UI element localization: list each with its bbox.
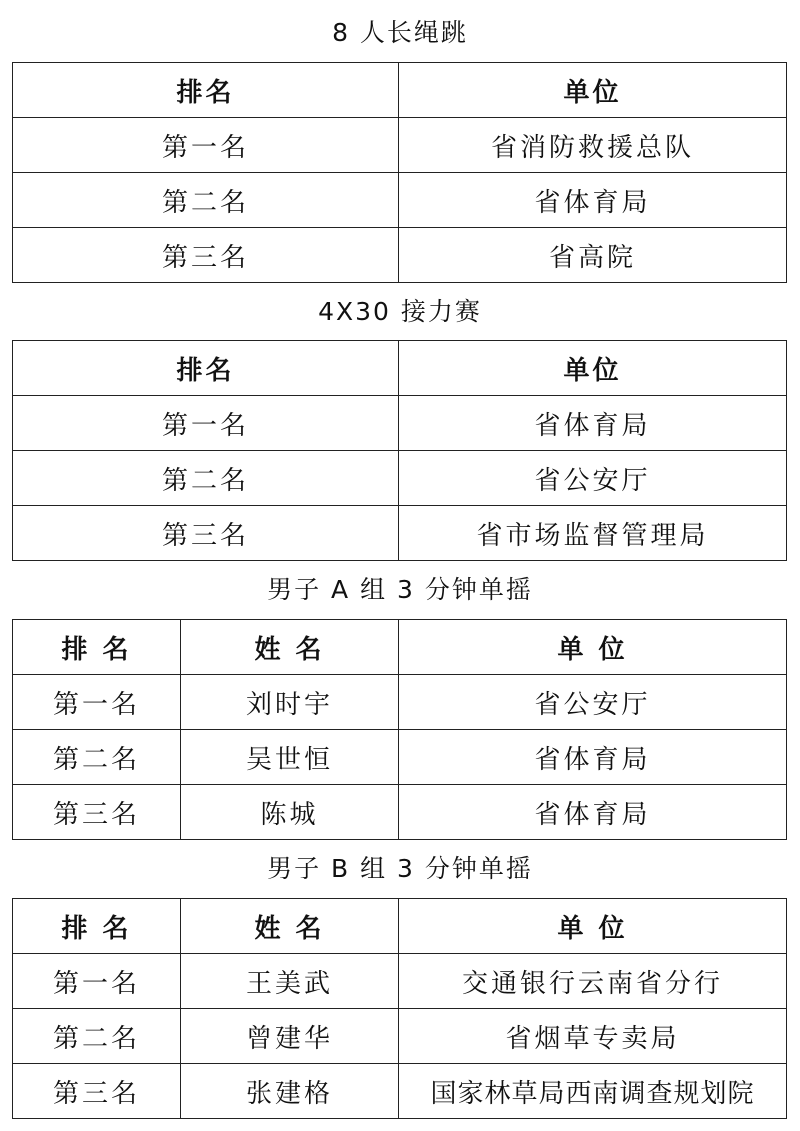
header-rank: 排名 bbox=[13, 341, 399, 396]
table-header-row bbox=[13, 620, 787, 675]
table-header-row bbox=[13, 63, 787, 118]
name-cell: 吴世恒 bbox=[181, 730, 399, 785]
results-table-men-b bbox=[12, 898, 787, 1119]
name-cell: 刘时宇 bbox=[181, 675, 399, 730]
table-row bbox=[13, 173, 787, 228]
table-row bbox=[13, 118, 787, 173]
unit-cell: 省公安厅 bbox=[399, 451, 787, 506]
rank-cell: 第一名 bbox=[13, 954, 181, 1009]
unit-cell: 国家林草局西南调查规划院 bbox=[399, 1064, 787, 1119]
table-row bbox=[13, 730, 787, 785]
unit-cell: 省体育局 bbox=[399, 730, 787, 785]
rank-cell: 第三名 bbox=[13, 1064, 181, 1119]
unit-cell: 省体育局 bbox=[399, 173, 787, 228]
table-row bbox=[13, 396, 787, 451]
table-row bbox=[13, 228, 787, 283]
header-rank: 排 名 bbox=[13, 620, 181, 675]
table-row bbox=[13, 954, 787, 1009]
rank-cell: 第三名 bbox=[13, 228, 399, 283]
rank-cell: 第二名 bbox=[13, 451, 399, 506]
results-table-men-a bbox=[12, 619, 787, 840]
header-unit: 单 位 bbox=[399, 899, 787, 954]
rank-cell: 第二名 bbox=[13, 173, 399, 228]
unit-cell: 省体育局 bbox=[399, 785, 787, 840]
table-header-row bbox=[13, 899, 787, 954]
unit-cell: 省高院 bbox=[399, 228, 787, 283]
unit-cell: 省体育局 bbox=[399, 396, 787, 451]
rank-cell: 第一名 bbox=[13, 396, 399, 451]
header-name: 姓 名 bbox=[181, 620, 399, 675]
rank-cell: 第一名 bbox=[13, 118, 399, 173]
header-unit: 单位 bbox=[399, 63, 787, 118]
header-unit: 单 位 bbox=[399, 620, 787, 675]
section-title-long-rope: 8 人长绳跳 bbox=[332, 18, 468, 47]
table-row bbox=[13, 451, 787, 506]
section-title-relay: 4X30 接力赛 bbox=[318, 297, 482, 326]
table-header-row bbox=[13, 341, 787, 396]
table-row bbox=[13, 506, 787, 561]
header-rank: 排名 bbox=[13, 63, 399, 118]
rank-cell: 第三名 bbox=[13, 506, 399, 561]
header-name: 姓 名 bbox=[181, 899, 399, 954]
results-table-long-rope bbox=[12, 62, 787, 283]
unit-cell: 交通银行云南省分行 bbox=[399, 954, 787, 1009]
header-unit: 单位 bbox=[399, 341, 787, 396]
name-cell: 曾建华 bbox=[181, 1009, 399, 1064]
table-row bbox=[13, 785, 787, 840]
section-title-men-a: 男子 A 组 3 分钟单摇 bbox=[267, 575, 533, 604]
name-cell: 王美武 bbox=[181, 954, 399, 1009]
unit-cell: 省消防救援总队 bbox=[399, 118, 787, 173]
table-row bbox=[13, 675, 787, 730]
name-cell: 张建格 bbox=[181, 1064, 399, 1119]
table-row bbox=[13, 1009, 787, 1064]
name-cell: 陈城 bbox=[181, 785, 399, 840]
results-table-relay bbox=[12, 340, 787, 561]
rank-cell: 第二名 bbox=[13, 730, 181, 785]
header-rank: 排 名 bbox=[13, 899, 181, 954]
unit-cell: 省市场监督管理局 bbox=[399, 506, 787, 561]
rank-cell: 第三名 bbox=[13, 785, 181, 840]
section-title-men-b: 男子 B 组 3 分钟单摇 bbox=[267, 854, 533, 883]
unit-cell: 省公安厅 bbox=[399, 675, 787, 730]
rank-cell: 第二名 bbox=[13, 1009, 181, 1064]
table-row bbox=[13, 1064, 787, 1119]
unit-cell: 省烟草专卖局 bbox=[399, 1009, 787, 1064]
rank-cell: 第一名 bbox=[13, 675, 181, 730]
